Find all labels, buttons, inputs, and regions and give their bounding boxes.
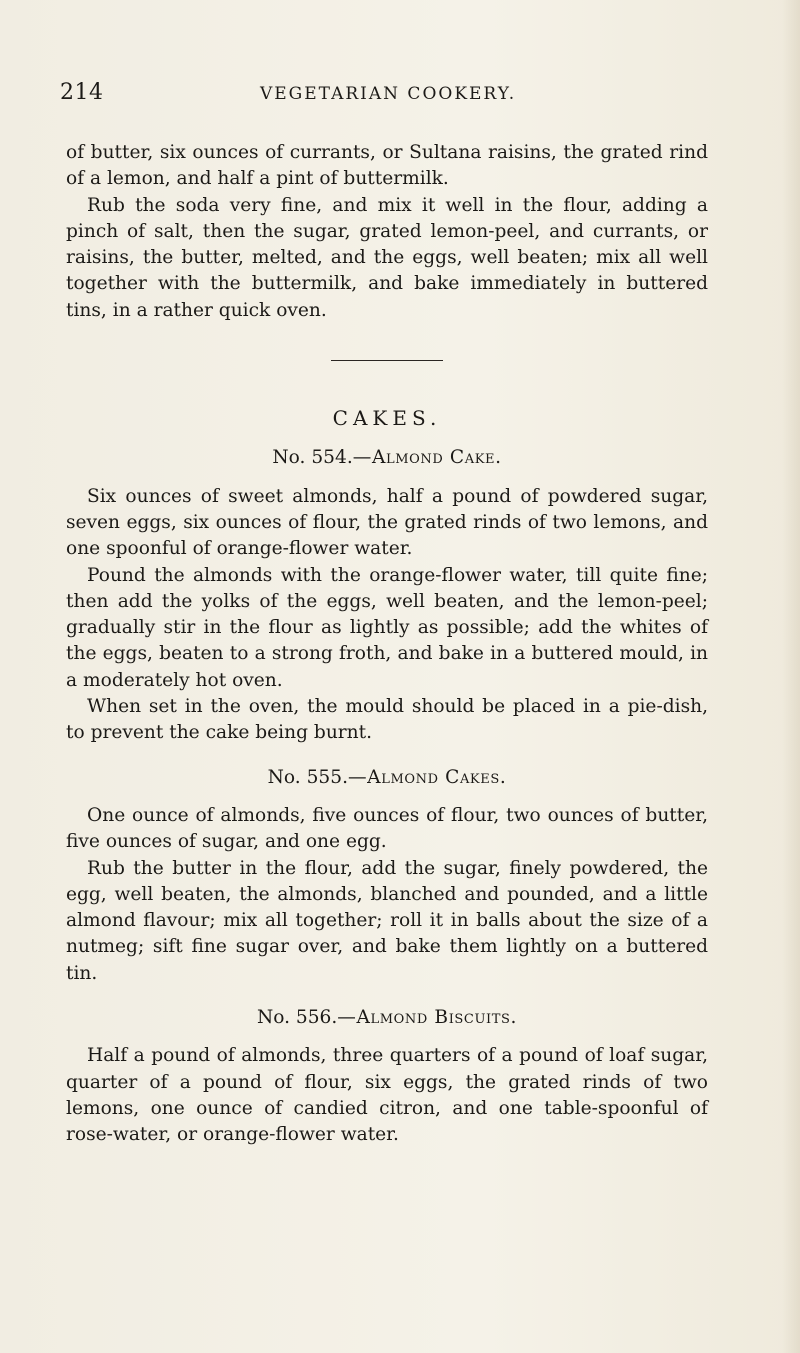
paragraph: When set in the oven, the mould should be placed in a pie-dish, to prevent the cake being burnt. [66,696,708,744]
recipe-title: —Almond Biscuits. [337,1007,518,1029]
page-body [66,140,708,1149]
paragraph: Pound the almonds with the orange-flower water, till quite fine; then add the yolks of the eggs, well beaten, and the lemon-peel; gradually stir in the flour as lightly as possible; add the whites of the eggs, beaten to a strong froth, and bake in a buttered mould, in a moderately hot oven. [66,564,708,691]
recipe-title: —Almond Cakes. [347,766,507,788]
paragraph: Six ounces of sweet almonds, half a pound of powdered sugar, seven eggs, six ounces of flour, the grated rinds of two lemons, and one spoonful of orange-flower water. [66,485,708,560]
recipe-title: —Almond Cake. [352,447,502,469]
page-header [60,80,740,112]
recipe-number: No. 554. [272,447,353,469]
recipe-555 [66,765,708,987]
paragraph: Rub the soda very fine, and mix it well in the flour, adding a pinch of salt, then the sugar, grated lemon-peel, and currants, or raisins, the butter, melted, and the eggs, well beaten; mix all well together with the buttermilk, and bake immediately in buttered tins, in a rather quick oven. [66,194,708,321]
paragraph: Rub the butter in the flour, add the sugar, finely powdered, the egg, well beaten, the almonds, blanched and pounded, and a little almond flavour; mix all together; roll it in balls about the size of a nutmeg; sift fine sugar over, and bake them lightly on a buttered tin. [66,857,708,984]
recipe-heading [66,1005,708,1031]
recipe-heading [66,445,708,471]
running-head: VEGETARIAN COOKERY. [260,84,517,104]
recipe-number: No. 556. [256,1007,338,1029]
paragraph: Half a pound of almonds, three quarters of a pound of loaf sugar, quarter of a pound of flour, six eggs, the grated rinds of two lemons, one ounce of candied citron, and one table-spoonful of rose-water, or orange-flower water. [66,1045,708,1146]
page-edge-shadow [782,0,800,1353]
recipe-number: No. 555. [267,766,348,788]
page-number: 214 [60,80,104,105]
recipe-554 [66,445,708,746]
paragraph: One ounce of almonds, five ounces of flour, two ounces of butter, five ounces of sugar, and one egg. [66,804,708,853]
recipe-556 [66,1005,708,1148]
section-divider [331,360,443,361]
paragraph: of butter, six ounces of currants, or Sultana raisins, the grated rind of a lemon, and half a pint of buttermilk. [66,142,708,190]
recipe-heading [66,765,708,791]
section-title: CAKES. [332,406,442,431]
